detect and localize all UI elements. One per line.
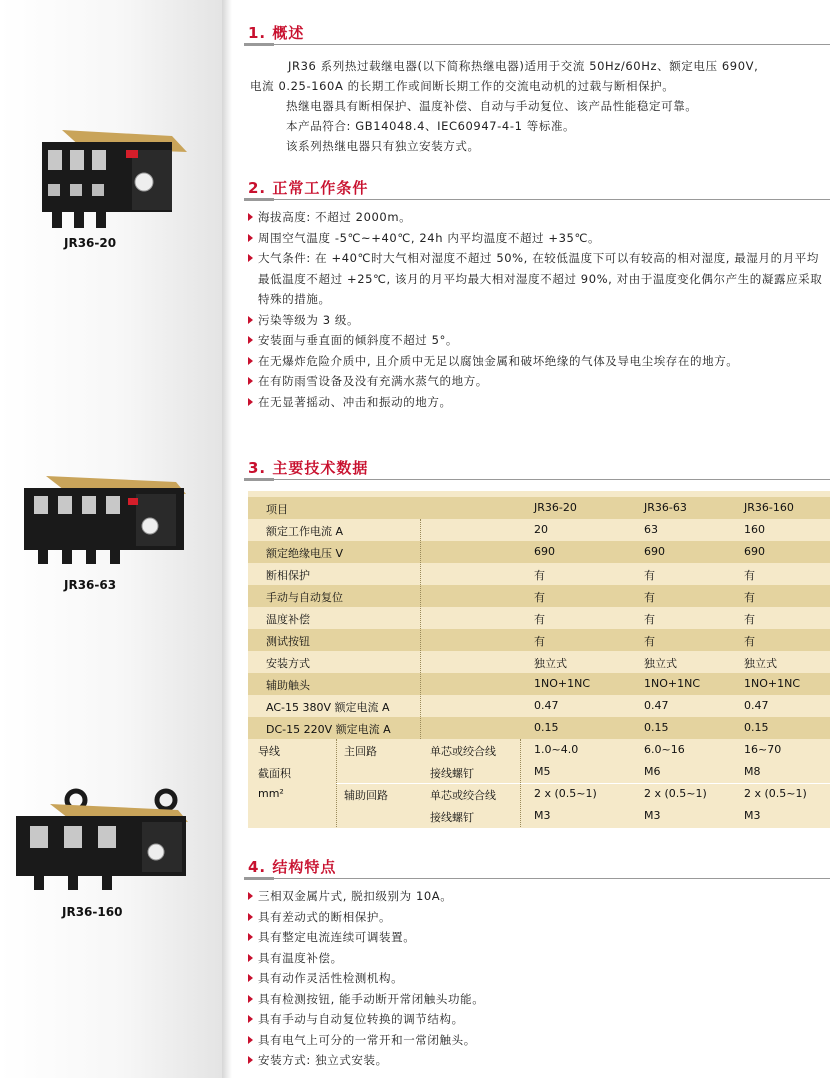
aux-circuit-label: 辅助回路 xyxy=(344,789,388,802)
table-row xyxy=(248,541,830,563)
wire-label-line: 导线 xyxy=(258,745,280,758)
header-model: JR36-20 xyxy=(534,501,577,514)
row-value: 0.15 xyxy=(534,721,559,734)
row-value: 690 xyxy=(534,545,555,558)
row-value: 0.47 xyxy=(644,699,669,712)
jr36-160-image xyxy=(10,786,195,896)
spec-table xyxy=(248,491,830,828)
bullet-icon xyxy=(248,1056,253,1064)
row-value: 有 xyxy=(744,613,755,626)
table-row xyxy=(248,519,830,541)
row-value: 1NO+1NC xyxy=(534,677,591,690)
row-label: 辅助触头 xyxy=(266,679,310,692)
table-row xyxy=(248,629,830,651)
section-divider xyxy=(244,44,830,45)
row-value: 有 xyxy=(534,591,545,604)
overview-line: 热继电器具有断相保护、温度补偿、自动与手动复位、该产品性能稳定可靠。 xyxy=(286,99,698,113)
list-item: 安装方式: 独立式安装。 xyxy=(248,1050,828,1071)
bullet-icon xyxy=(248,377,253,385)
sub-row-value: 16~70 xyxy=(744,743,782,756)
row-value: 独立式 xyxy=(644,657,677,670)
row-value: 有 xyxy=(534,635,545,648)
conditions-list xyxy=(248,207,828,412)
bullet-icon xyxy=(248,336,253,344)
row-value: 有 xyxy=(534,613,545,626)
sub-row-label: 单芯或绞合线 xyxy=(430,745,496,758)
list-item: 污染等级为 3 级。 xyxy=(248,310,828,331)
sub-row-value: 2 x (0.5~1) xyxy=(644,787,707,800)
bullet-icon xyxy=(248,995,253,1003)
row-label: 测试按钮 xyxy=(266,635,310,648)
list-item: 周围空气温度 -5℃~+40℃, 24h 内平均温度不超过 +35℃。 xyxy=(248,228,828,249)
list-item: 安装面与垂直面的倾斜度不超过 5°。 xyxy=(248,330,828,351)
row-label: 温度补偿 xyxy=(266,613,310,626)
row-label: DC-15 220V 额定电流 A xyxy=(266,723,391,736)
row-value: 有 xyxy=(744,591,755,604)
product-name: JR36-160 xyxy=(62,905,123,919)
row-label: AC-15 380V 额定电流 A xyxy=(266,701,390,714)
row-value: 63 xyxy=(644,523,658,536)
sidebar-edge xyxy=(222,0,232,1078)
overview-line: JR36 系列热过载继电器(以下简称热继电器)适用于交流 50Hz/60Hz、额定电压 690V, xyxy=(288,59,759,73)
jr36-63-image xyxy=(16,470,191,570)
list-item: 三相双金属片式, 脱扣级别为 10A。 xyxy=(248,886,828,907)
overview-line: 本产品符合: GB14048.4、IEC60947-4-1 等标准。 xyxy=(286,119,576,133)
sub-row-value: M8 xyxy=(744,765,761,778)
list-item: 具有电气上可分的一常开和一常闭触头。 xyxy=(248,1030,828,1051)
row-value: 690 xyxy=(644,545,665,558)
list-item: 海拔高度: 不超过 2000m。 xyxy=(248,207,828,228)
header-model: JR36-63 xyxy=(644,501,687,514)
row-value: 690 xyxy=(744,545,765,558)
bullet-icon xyxy=(248,398,253,406)
row-value: 0.47 xyxy=(534,699,559,712)
list-item: 具有整定电流连续可调装置。 xyxy=(248,927,828,948)
bullet-icon xyxy=(248,892,253,900)
row-value: 1NO+1NC xyxy=(644,677,701,690)
overview-line: 该系列热继电器只有独立安装方式。 xyxy=(286,139,480,153)
bullet-icon xyxy=(248,357,253,365)
list-item: 在无爆炸危险介质中, 且介质中无足以腐蚀金属和破坏绝缘的气体及导电尘埃存在的地方。 xyxy=(248,351,828,372)
row-value: 独立式 xyxy=(744,657,777,670)
table-row xyxy=(248,607,830,629)
row-label: 安装方式 xyxy=(266,657,310,670)
list-item: 具有温度补偿。 xyxy=(248,948,828,969)
sub-row-value: M5 xyxy=(534,765,551,778)
sub-row-label: 单芯或绞合线 xyxy=(430,789,496,802)
product-name: JR36-63 xyxy=(64,578,117,592)
bullet-icon xyxy=(248,954,253,962)
overview-text xyxy=(250,56,826,156)
row-value: 20 xyxy=(534,523,548,536)
bullet-icon xyxy=(248,1036,253,1044)
row-value: 160 xyxy=(744,523,765,536)
list-item: 具有手动与自动复位转换的调节结构。 xyxy=(248,1009,828,1030)
sub-row-value: M3 xyxy=(644,809,661,822)
sub-row-value: 1.0~4.0 xyxy=(534,743,579,756)
section-title-features: 4. 结构特点 xyxy=(248,858,337,876)
table-row xyxy=(248,563,830,585)
list-item: 在有防雨雪设备及没有充满水蒸气的地方。 xyxy=(248,371,828,392)
row-value: 1NO+1NC xyxy=(744,677,801,690)
row-value: 有 xyxy=(534,569,545,582)
bullet-icon xyxy=(248,316,253,324)
sub-row-label: 接线螺钉 xyxy=(430,767,474,780)
sub-row-value: 2 x (0.5~1) xyxy=(744,787,807,800)
section-title-specs: 3. 主要技术数据 xyxy=(248,459,369,477)
row-value: 0.47 xyxy=(744,699,769,712)
list-item: 具有检测按钮, 能手动断开常闭触头功能。 xyxy=(248,989,828,1010)
jr36-20-image xyxy=(22,122,192,232)
sub-row-value: M3 xyxy=(744,809,761,822)
features-list xyxy=(248,886,828,1071)
row-value: 有 xyxy=(644,591,655,604)
table-row xyxy=(248,695,830,717)
bullet-icon xyxy=(248,974,253,982)
sub-row-value: 2 x (0.5~1) xyxy=(534,787,597,800)
row-value: 有 xyxy=(744,569,755,582)
table-row xyxy=(248,585,830,607)
main-circuit-label: 主回路 xyxy=(344,745,377,758)
row-value: 0.15 xyxy=(744,721,769,734)
sub-row-value: M6 xyxy=(644,765,661,778)
section-divider xyxy=(244,479,830,480)
sub-row-value: 6.0~16 xyxy=(644,743,685,756)
table-row xyxy=(248,673,830,695)
header-model: JR36-160 xyxy=(744,501,794,514)
table-row xyxy=(248,717,830,739)
list-item: 在无显著摇动、冲击和振动的地方。 xyxy=(248,392,828,413)
row-label: 额定绝缘电压 V xyxy=(266,547,344,560)
row-value: 0.15 xyxy=(644,721,669,734)
product-jr36-20 xyxy=(0,100,222,260)
list-item: 具有差动式的断相保护。 xyxy=(248,907,828,928)
overview-line: 电流 0.25-160A 的长期工作或间断长期工作的交流电动机的过载与断相保护。 xyxy=(250,79,675,93)
list-item: 大气条件: 在 +40℃时大气相对湿度不超过 50%, 在较低温度下可以有较高的相对湿度, 最湿月的月平均最低温度不超过 +25℃, 该月的月平均最大相对湿度不超过 90%, 对由于温度变化偶尔产生的凝露应采取特殊的措施。 xyxy=(248,248,828,310)
bullet-icon xyxy=(248,933,253,941)
row-value: 有 xyxy=(644,613,655,626)
bullet-icon xyxy=(248,213,253,221)
row-label: 额定工作电流 A xyxy=(266,525,344,538)
bullet-icon xyxy=(248,234,253,242)
bullet-icon xyxy=(248,254,253,262)
table-divider xyxy=(336,783,830,784)
row-label: 手动与自动复位 xyxy=(266,591,343,604)
section-title-conditions: 2. 正常工作条件 xyxy=(248,179,369,197)
header-item: 项目 xyxy=(266,503,288,516)
row-label: 断相保护 xyxy=(266,569,310,582)
section-title-overview: 1. 概述 xyxy=(248,24,305,42)
sub-row-value: M3 xyxy=(534,809,551,822)
table-divider xyxy=(420,519,421,739)
wire-label-line: 截面积 xyxy=(258,767,291,780)
row-value: 有 xyxy=(644,569,655,582)
row-value: 有 xyxy=(644,635,655,648)
list-item: 具有动作灵活性检测机构。 xyxy=(248,968,828,989)
bullet-icon xyxy=(248,913,253,921)
row-value: 有 xyxy=(744,635,755,648)
row-value: 独立式 xyxy=(534,657,567,670)
section-divider xyxy=(244,878,830,879)
sub-row-label: 接线螺钉 xyxy=(430,811,474,824)
bullet-icon xyxy=(248,1015,253,1023)
product-name: JR36-20 xyxy=(64,236,117,250)
section-divider xyxy=(244,199,830,200)
product-jr36-160 xyxy=(0,780,222,930)
wire-label-line: mm² xyxy=(258,787,284,800)
table-row xyxy=(248,651,830,673)
product-jr36-63 xyxy=(0,458,222,608)
table-header-row xyxy=(248,497,830,519)
